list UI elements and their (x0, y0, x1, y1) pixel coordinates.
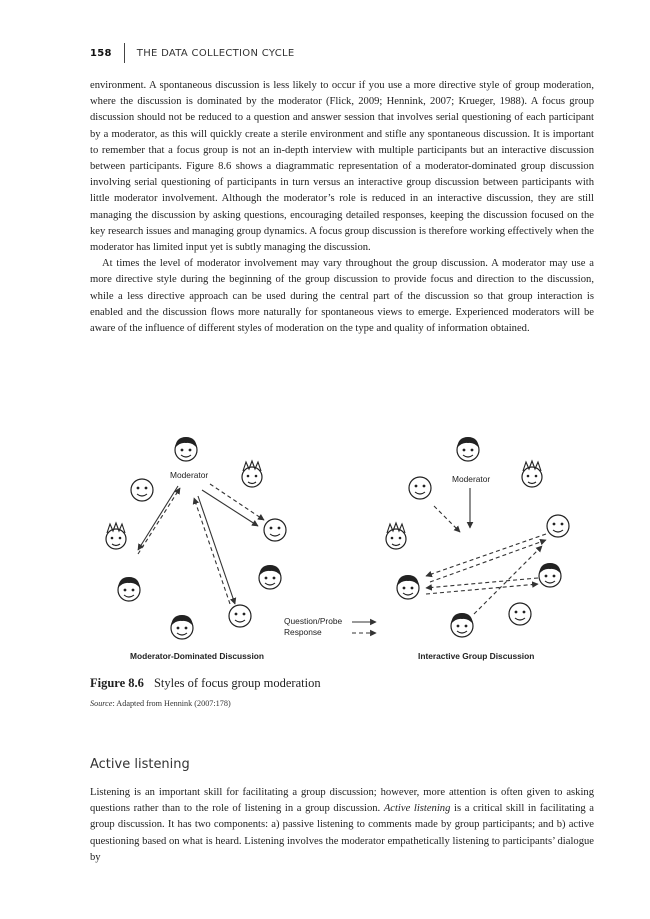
source-text: : Adapted from Hennink (2007:178) (112, 699, 231, 708)
right-participant-1-face (409, 477, 431, 499)
section-paragraph (90, 785, 594, 866)
right-participant-3-face (386, 523, 406, 549)
figure-diagram (90, 428, 594, 668)
right-participant-2-face (522, 461, 542, 487)
paragraph-1: environment. A spontaneous discussion is less likely to occur if you use a more directive style of group moderation, where the discussion is dominated by the moderator (Flick, 2009; Hennink, 2007; Krueger, 1988). A focus group discussion should not be reduced to a question and answer session that involves serial questioning of each participant by a moderator, as this will quickly create a sterile environment and stifle any spontaneous discussion. It is important to remember that a focus group is not an in-depth interview with multiple participants but an interactive discussion between participants. Figure 8.6 shows a diagrammatic representation of a moderator-dominated group discussion involving serial questioning of participants in turn versus an interactive group discussion between participants with little moderator involvement. Although the moderator’s role is reduced in an interactive discussion, they are still managing the discussion by asking questions, encouraging detailed responses, keeping the discussion focused on the key research issues and managing group dynamics. A focus group discussion is therefore working effectively when the moderator has limited input yet is subtly managing the discussion. (90, 80, 594, 254)
section-text-2: is a critical skill in facilitating a group discussion. It has two components: a) passive listening to comments made by group participants; and b) active questioning based on what is heard. Listening involves the moderator empathetically listening to participants’ dialogue by (90, 803, 594, 863)
right-moderator-face (457, 437, 479, 461)
figure-source (90, 699, 231, 708)
figure-caption-text: Styles of focus group moderation (153, 676, 321, 690)
right-arrows (426, 488, 546, 614)
right-participant-8-face (509, 603, 531, 625)
left-diagram-title: Moderator-Dominated Discussion (130, 651, 265, 661)
header-divider (124, 43, 125, 63)
right-participant-6-face (397, 575, 419, 599)
section-text (90, 785, 594, 866)
section-term: Active listening (383, 803, 451, 815)
left-participant-5-face (259, 565, 281, 589)
figure-number: Figure 8.6 (90, 676, 144, 690)
left-participant-4-face (264, 519, 286, 541)
left-participant-7-face (171, 615, 193, 639)
page-number: 158 (90, 47, 112, 59)
section-heading: Active listening (90, 757, 190, 772)
left-moderator-label: Moderator (170, 470, 209, 480)
legend-response-label: Response (284, 627, 322, 637)
figure-8-6 (90, 428, 594, 668)
section-text-1: Listening is an important skill for facilitating a group discussion; however, more attention is often given to asking questions rather than to the role of listening in a group discussion. (90, 787, 594, 815)
right-participant-4-face (547, 515, 569, 537)
figure-caption (90, 676, 321, 691)
right-participant-7-face (451, 613, 473, 637)
left-arrows (138, 484, 264, 604)
running-head (90, 42, 294, 64)
left-participant-3-face (106, 523, 126, 549)
running-title: THE DATA COLLECTION CYCLE (136, 47, 295, 59)
right-participant-5-face (539, 563, 561, 587)
paragraph-2: At times the level of moderator involvement may vary throughout the group discussion. A moderator may use a more directive style during the beginning of the group discussion to provide focus and direction to the discussion, while a less directive approach can be used during the central part of the discussion so that group interaction is enabled and the discussion flows more naturally for spontaneous views to emerge. Experienced moderators will be aware of the influence of different styles of moderation on the type and quality of information obtained. (90, 258, 594, 335)
right-moderator-label: Moderator (452, 474, 491, 484)
main-text (90, 78, 594, 337)
left-participant-8-face (229, 605, 251, 627)
source-label: Source (90, 699, 113, 708)
left-moderator-face (175, 437, 197, 461)
left-participant-1-face (131, 479, 153, 501)
left-participant-2-face (242, 461, 262, 487)
legend-question-label: Question/Probe (284, 616, 343, 626)
right-diagram-title: Interactive Group Discussion (418, 651, 535, 661)
left-participant-6-face (118, 577, 140, 601)
